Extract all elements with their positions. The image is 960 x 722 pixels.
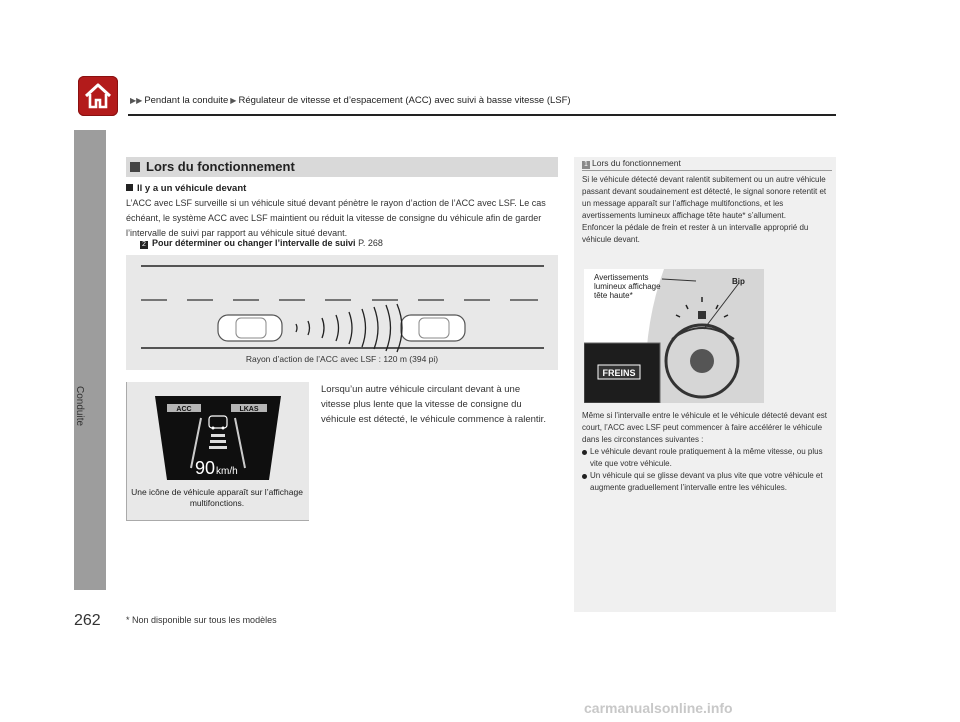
- radar-waves-icon: [296, 304, 402, 352]
- watermark: carmanualsonline.info: [584, 700, 733, 716]
- side-note-title: 1 Lors du fonctionnement: [582, 158, 681, 169]
- page-number: 262: [74, 612, 101, 629]
- list-item: Un véhicule qui se glisse devant va plus vite que votre véhicule et augmente graduellement l’intervalle entre les véhicules.: [582, 470, 826, 494]
- breadcrumb: [128, 95, 571, 106]
- chapter-tab-label: Conduite: [74, 386, 85, 427]
- own-vehicle-icon: [218, 315, 282, 341]
- arrow-ref-icon: 2: [140, 241, 148, 249]
- header-divider: [128, 114, 836, 116]
- beep-label: Bip: [732, 277, 745, 286]
- footnote: * Non disponible sur tous les modèles: [126, 615, 277, 625]
- acc-indicator: ACC: [176, 406, 192, 413]
- brake-warning-label: FREINS: [602, 368, 636, 378]
- body-paragraph: Lorsqu’un autre véhicule circulant devant à une vitesse plus lente que la vitesse de consigne du véhicule est détecté, le véhicule commence à ralentir.: [321, 384, 546, 425]
- chevron-right-icon: ▶: [230, 96, 237, 105]
- speed-readout: 90: [194, 458, 215, 478]
- breadcrumb-item-driving[interactable]: Pendant la conduite: [144, 95, 229, 106]
- home-icon: [82, 80, 114, 112]
- side-note-paragraph: Si le véhicule détecté devant ralentit subitement ou un autre véhicule passant devant soudainement est détecté, le signal sonore retentit et un message apparaît sur l’affichage multifonctions, et les avertissements lumineux affichage tête haute* s’allument. Enfoncer la pédale de frein et rester à un intervalle approprié du véhicule devant.: [582, 175, 827, 244]
- subsection-title: Il y a un véhicule devant: [126, 183, 246, 194]
- side-note-divider: [582, 170, 832, 171]
- display-caption: Une icône de véhicule apparaît sur l’affichage multifonctions.: [131, 487, 303, 508]
- breadcrumb-item-acc[interactable]: Régulateur de vitesse et d’espacement (ACC) avec suivi à basse vitesse (LSF): [238, 95, 571, 106]
- hud-warning-label: Avertissements lumineux affichage tête haute*: [594, 273, 661, 300]
- lead-vehicle-icon: [401, 315, 465, 341]
- lkas-indicator: LKAS: [239, 406, 259, 413]
- warning-illustration: [584, 269, 764, 403]
- chapter-tab[interactable]: [74, 130, 106, 590]
- speed-unit: km/h: [216, 466, 238, 477]
- section-paragraph: L’ACC avec LSF surveille si un véhicule situé devant pénètre le rayon d’action de l’ACC avec LSF. Le cas échéant, le système ACC avec LSF maintient ou réduit la vitesse de consigne du véhicule afin de garder l’intervalle de suivi par rapport au véhicule situé devant.: [126, 198, 546, 238]
- home-button[interactable]: [78, 76, 118, 116]
- range-caption: Rayon d’action de l’ACC avec LSF : 120 m (394 pi): [245, 354, 439, 364]
- section-title: Lors du fonctionnement: [126, 157, 558, 177]
- square-bullet-icon: [130, 162, 140, 172]
- side-note-list: [582, 446, 826, 494]
- list-item: Le véhicule devant roule pratiquement à la même vitesse, ou plus vite que votre véhicule.: [582, 446, 826, 470]
- chevron-right-icon: ▶▶: [130, 96, 143, 105]
- acc-range-diagram: [126, 255, 558, 370]
- side-note-paragraph-2: Même si l’intervalle entre le véhicule et le véhicule détecté devant est court, l’ACC avec LSF peut commencer à faire accélérer le véhicule dans les circonstances suivantes :: [582, 411, 828, 444]
- dashboard-warning-icon: [584, 269, 764, 403]
- instrument-display-icon: [127, 382, 309, 486]
- road-illustration: [126, 255, 558, 370]
- cross-reference-link[interactable]: 2 Pour déterminer ou changer l’intervalle de suivi P. 268: [140, 238, 383, 249]
- square-bullet-icon: [126, 184, 133, 191]
- note-ref-icon: 1: [582, 161, 590, 169]
